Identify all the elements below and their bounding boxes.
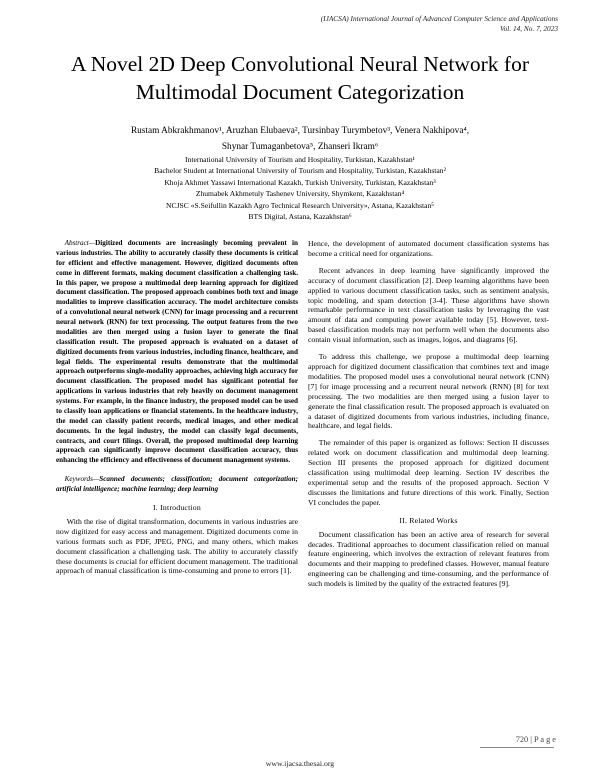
affiliation: BTS Digital, Astana, Kazakhstan⁶	[248, 212, 352, 222]
affiliation: Bachelor Student at International University of Tourism and Hospitality, Turkistan, Kazakhstan²	[154, 166, 446, 176]
section-heading-related-works: II. Related Works	[399, 515, 458, 525]
affiliation: International University of Tourism and Hospitality, Turkistan, Kazakhstan¹	[185, 155, 415, 164]
author-list	[60, 123, 540, 155]
affiliation-list	[60, 154, 540, 222]
page-number: 720 | P a g e	[515, 735, 556, 744]
footer-url: www.ijacsa.thesai.org	[265, 759, 335, 768]
left-column	[56, 239, 298, 583]
author-line-1: Rustam Abkrakhmanov¹, Aruzhan Elubaeva², Tursinbay Turymbetov³, Venera Nakhipova⁴,	[130, 126, 470, 136]
author-line-2: Shynar Tumaganbetova⁵, Zhanseri Ikram⁶	[221, 142, 379, 152]
abstract-label: Abstract—	[64, 239, 96, 247]
keywords-text: Scanned documents; classification; document categorization; artificial intelligence; machine learning; deep learning	[56, 475, 298, 493]
page-number-rule	[480, 747, 554, 748]
keywords	[56, 475, 298, 495]
right-column	[308, 239, 549, 596]
related-works-paragraph: Document classification has been an active area of research for several decades. Traditional approaches to document classification relied on manual feature engineering, which involves the extraction of relevant features from documents and their mapping to predefined classes. However, manual feature engineering can be challenging and time-consuming, and the performance of such models is limited by the quality of the extracted features [9].	[308, 529, 549, 589]
keywords-label: Keywords—	[64, 475, 100, 484]
section-heading-introduction: I. Introduction	[152, 502, 202, 512]
abstract	[56, 239, 298, 466]
introduction-paragraph-continued: Hence, the development of automated document classification systems has become a critical need for organizations.	[308, 239, 549, 258]
introduction-paragraph: To address this challenge, we propose a multimodal deep learning approach for digitized document classification that combines text and image modalities. The proposed model uses a convolutional neural network (CNN) [7] for image processing and a recurrent neural network (RNN) [8] for text processing. The two modalities are then merged using a fusion layer to generate the final classification result. The proposed approach is evaluated on a dataset of digitized documents from various industries, including finance, healthcare, and legal fields.	[308, 352, 549, 431]
introduction-paragraph: The remainder of this paper is organized as follows: Section II discusses related work on document classification and multimodal deep learning. Section III presents the proposed approach for digitized document classification using multimodal deep learning. Section IV describes the experimental setup and the results of the proposed approach. Section V discusses the limitations and future directions of this work. Finally, Section VI concludes the paper.	[308, 438, 549, 507]
journal-name: (IJACSA) International Journal of Advanced Computer Science and Applications	[320, 14, 558, 23]
introduction-paragraph: Recent advances in deep learning have significantly improved the accuracy of document classification [2]. Deep learning algorithms have been applied to various document classification tasks, such as sentiment analysis, topic modeling, and spam detection [3-4]. These algorithms have shown remarkable performance in text classification tasks by leveraging the vast amount of data and computing power available today [5]. However, text-based classification models may not perform well when the documents also contain visual information, such as images, logos, and diagrams [6].	[308, 265, 549, 345]
affiliation: NCJSC «S.Seifullin Kazakh Agro Technical Research University», Astana, Kazakhstan⁵	[166, 200, 434, 210]
affiliation: Zhumabek Akhmetuly Tashenev University, Shymkent, Kazakhstan⁴	[195, 189, 405, 199]
introduction-paragraph: With the rise of digital transformation, documents in various industries are now digitized for easy access and management. Digitized documents come in various formats such as PDF, JPEG, PNG, and many others, which makes document classification a challenging task. The ability to accurately classify these documents is crucial for efficient document management. The traditional approach of manual classification is time-consuming and prone to errors [1].	[56, 516, 298, 576]
abstract-text: Digitized documents are increasingly becoming prevalent in various industries. The ability to accurately classify these documents is critical for efficient and effective management. However, digitized documents often come in different formats, making document classification a challenging task. In this paper, we propose a multimodal deep learning approach for digitized document classification. The proposed approach combines both text and image modalities to improve classification accuracy. The model architecture consists of a convolutional neural network (CNN) for image processing and a recurrent neural network (RNN) for text processing. The output features from the two modalities are then merged using a fusion layer to generate the final classification result. The proposed approach is evaluated on a dataset of digitized documents from various industries, including finance, healthcare, and legal fields. The experimental results demonstrate that the multimodal approach outperforms single-modality approaches, achieving high accuracy for document classification. The proposed model has significant potential for applications in various industries that rely heavily on document management systems. For example, in the finance industry, the proposed model can be used to classify loan applications or financial statements. In the healthcare industry, the model can classify patient records, medical images, and other medical documents. In the legal industry, the model can classify legal documents, contracts, and court filings. Overall, the proposed multimodal deep learning approach can significantly improve document classification accuracy, thus enhancing the efficiency and effectiveness of document management systems.	[56, 239, 298, 465]
paper-title: A Novel 2D Deep Convolutional Neural Network for Multimodal Document Categorization	[71, 52, 529, 104]
affiliation: Khoja Akhmet Yassawi International Kazakh, Turkish University, Turkistan, Kazakhstan³	[164, 177, 436, 187]
journal-header	[198, 14, 558, 33]
journal-volume: Vol. 14, No. 7, 2023	[500, 23, 558, 33]
